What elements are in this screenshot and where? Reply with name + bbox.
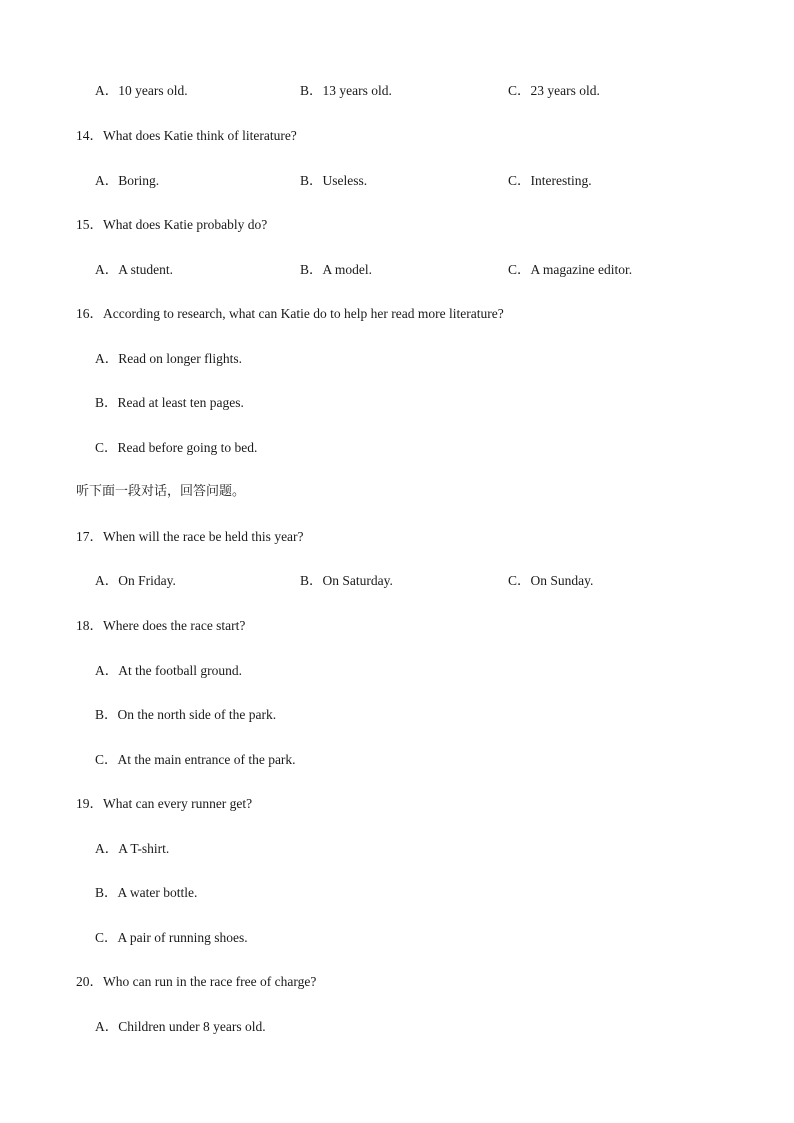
q15-question: 15．What does Katie probably do? bbox=[76, 217, 268, 232]
q16-option-a[interactable]: A．Read on longer flights. bbox=[95, 351, 242, 366]
q13-option-c[interactable]: C．23 years old. bbox=[508, 83, 600, 98]
q17-option-b[interactable]: B．On Saturday. bbox=[300, 573, 393, 588]
q18-option-b[interactable]: B．On the north side of the park. bbox=[95, 707, 277, 722]
q19-option-c[interactable]: C．A pair of running shoes. bbox=[95, 930, 248, 945]
q18-question: 18．Where does the race start? bbox=[76, 618, 246, 633]
q16-question: 16．According to research, what can Katie do to help her read more literature? bbox=[76, 306, 504, 321]
q14-option-c[interactable]: C．Interesting. bbox=[508, 173, 592, 188]
q19-option-b[interactable]: B．A water bottle. bbox=[95, 885, 198, 900]
q19-question: 19．What can every runner get? bbox=[76, 796, 253, 811]
q15-option-b[interactable]: B．A model. bbox=[300, 262, 373, 277]
q20-question: 20．Who can run in the race free of charge? bbox=[76, 974, 317, 989]
q13-option-a[interactable]: A．10 years old. bbox=[95, 83, 188, 98]
q17-question: 17．When will the race be held this year? bbox=[76, 529, 304, 544]
q20-option-a[interactable]: A．Children under 8 years old. bbox=[95, 1019, 266, 1034]
q16-option-c[interactable]: C．Read before going to bed. bbox=[95, 440, 258, 455]
q15-option-a[interactable]: A．A student. bbox=[95, 262, 174, 277]
q16-option-b[interactable]: B．Read at least ten pages. bbox=[95, 395, 244, 410]
q14-options bbox=[95, 172, 735, 190]
q13-option-b[interactable]: B．13 years old. bbox=[300, 83, 392, 98]
q14-question: 14．What does Katie think of literature? bbox=[76, 128, 297, 143]
q14-option-b[interactable]: B．Useless. bbox=[300, 173, 368, 188]
q14-option-a[interactable]: A．Boring. bbox=[95, 173, 160, 188]
q19-option-a[interactable]: A．A T-shirt. bbox=[95, 841, 170, 856]
q15-options bbox=[95, 261, 735, 279]
section-instruction: 听下面一段对话，回答问题。 bbox=[76, 484, 246, 499]
q13-options bbox=[95, 82, 735, 100]
q17-options bbox=[95, 572, 735, 590]
q18-option-c[interactable]: C．At the main entrance of the park. bbox=[95, 752, 296, 767]
q15-option-c[interactable]: C．A magazine editor. bbox=[508, 262, 633, 277]
q17-option-c[interactable]: C．On Sunday. bbox=[508, 573, 594, 588]
q17-option-a[interactable]: A．On Friday. bbox=[95, 573, 176, 588]
q18-option-a[interactable]: A．At the football ground. bbox=[95, 663, 242, 678]
